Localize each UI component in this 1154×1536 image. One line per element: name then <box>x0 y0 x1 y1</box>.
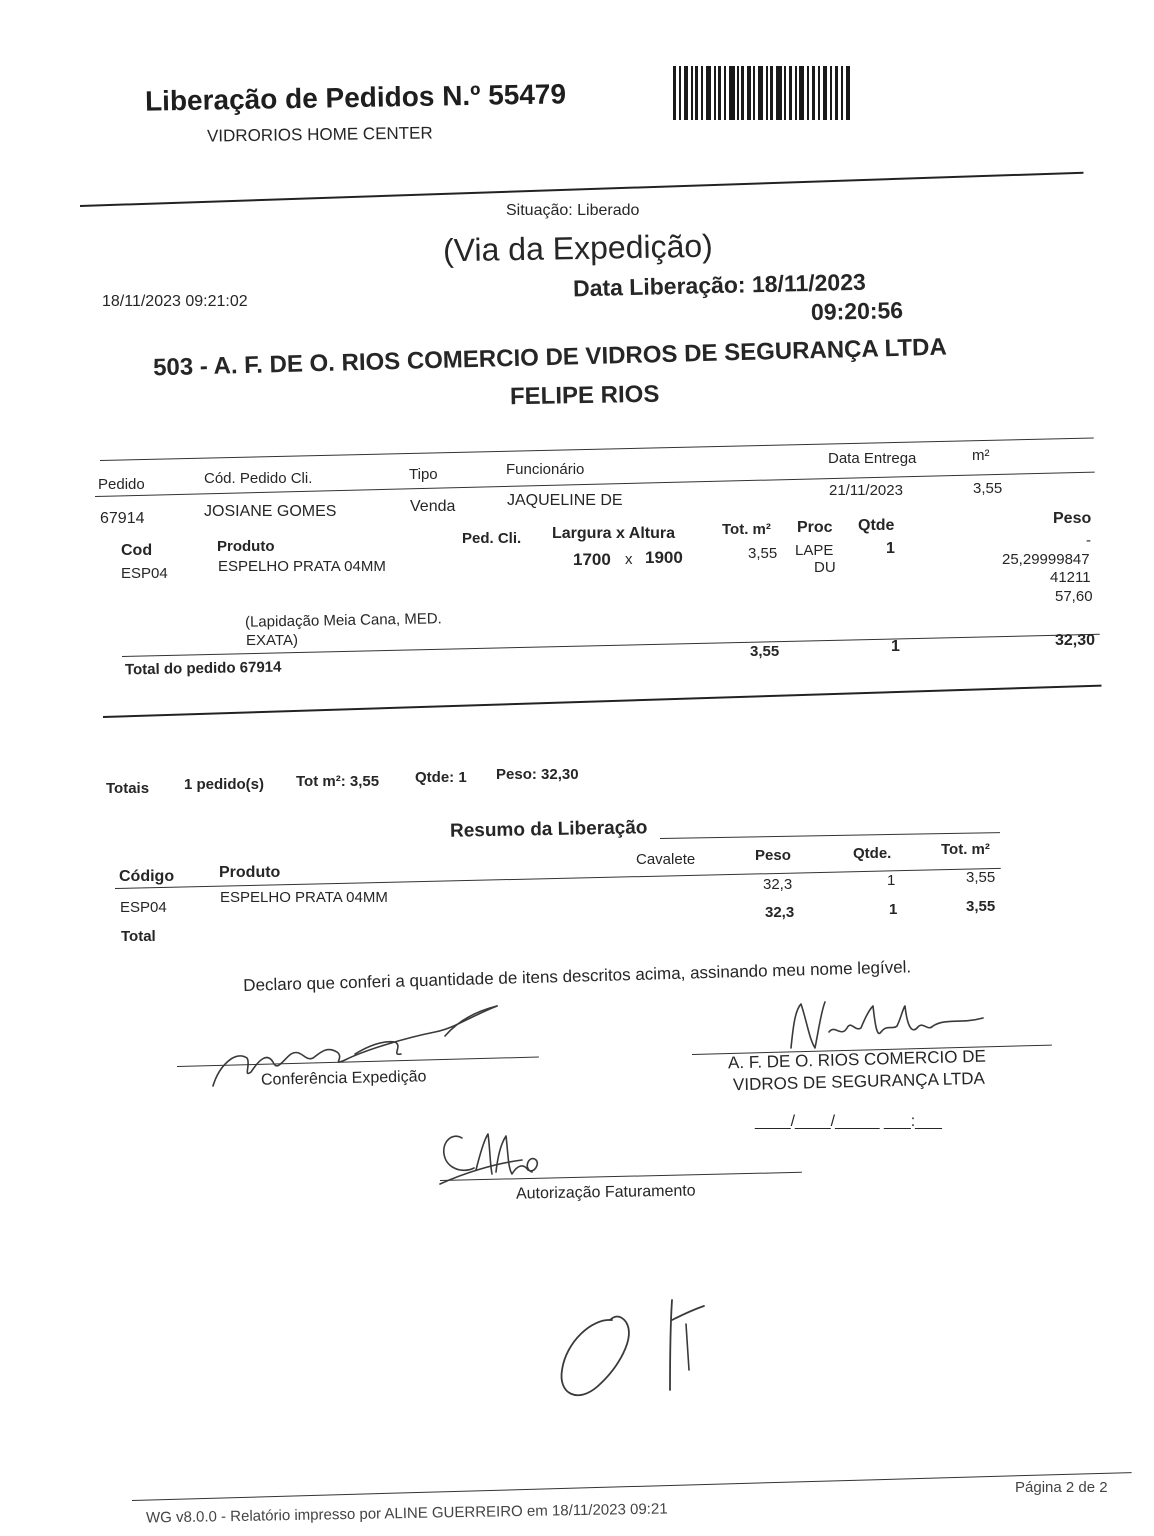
item-col-peso: Peso <box>1053 510 1092 527</box>
summary-row-tot-m2: 3,55 <box>966 869 996 886</box>
col-header-tipo: Tipo <box>409 466 438 483</box>
order-number: 67914 <box>100 510 145 527</box>
item-proc-line1: LAPE <box>795 542 834 559</box>
summary-row-produto: ESPELHO PRATA 04MM <box>220 889 388 906</box>
print-datetime: 18/11/2023 09:21:02 <box>102 293 248 310</box>
client-company: 503 - A. F. DE O. RIOS COMERCIO DE VIDROS DE SEGURANÇA LTDA <box>152 333 948 382</box>
release-date: Data Liberação: 18/11/2023 <box>572 268 867 302</box>
footer-printed-by: WG v8.0.0 - Relatório impresso por ALINE GUERREIRO em 18/11/2023 09:21 <box>145 1500 668 1527</box>
item-col-cod: Cod <box>121 542 153 559</box>
item-peso-dash: - <box>1086 532 1091 549</box>
summary-col-codigo: Código <box>119 868 175 885</box>
totals-qtde: Qtde: 1 <box>415 769 467 786</box>
copy-designation: (Via da Expedição) <box>442 227 714 269</box>
item-col-ped-cli: Ped. Cli. <box>462 530 522 547</box>
item-note-line1: (Lapidação Meia Cana, MED. <box>244 610 442 631</box>
barcode <box>673 64 851 122</box>
summary-col-peso: Peso <box>755 847 791 864</box>
handwritten-ok-mark <box>552 1290 722 1410</box>
col-header-m2: m² <box>972 447 990 464</box>
item-peso-line1: 25,29999847 <box>1002 551 1090 568</box>
order-total-peso: 32,30 <box>1055 632 1096 649</box>
item-col-qtde: Qtde <box>858 517 895 534</box>
item-altura: 1900 <box>645 548 683 567</box>
item-cod: ESP04 <box>121 565 168 582</box>
summary-col-produto: Produto <box>219 864 281 881</box>
col-header-data-entrega: Data Entrega <box>828 450 917 467</box>
item-col-tot-m2: Tot. m² <box>722 521 771 538</box>
status-text: Situação: Liberado <box>506 202 640 219</box>
totals-orders: 1 pedido(s) <box>184 776 265 793</box>
order-type: Venda <box>410 498 456 515</box>
totals-m2: Tot m²: 3,55 <box>296 773 380 790</box>
signature-company <box>785 998 985 1054</box>
col-header-funcionario: Funcionário <box>506 461 585 478</box>
summary-row-codigo: ESP04 <box>120 899 167 916</box>
item-peso-line3: 57,60 <box>1055 588 1093 605</box>
date-time-blank: ____/____/_____ ___:___ <box>755 1113 942 1130</box>
employee-name: JAQUELINE DE <box>507 492 623 509</box>
delivery-date: 21/11/2023 <box>829 482 903 499</box>
document-title: Liberação de Pedidos N.º 55479 <box>144 78 567 117</box>
item-proc-line2: DU <box>814 559 836 576</box>
footer-rule <box>132 1472 1132 1501</box>
footer-page-number: Página 2 de 2 <box>1015 1479 1108 1496</box>
summary-row-qtde: 1 <box>887 872 896 889</box>
item-col-produto: Produto <box>217 538 275 555</box>
item-dimension-x: x <box>625 551 633 568</box>
company-name: VIDRORIOS HOME CENTER <box>206 123 433 146</box>
item-largura: 1700 <box>573 550 611 569</box>
item-qtde: 1 <box>886 540 895 557</box>
item-note-line2: EXATA) <box>246 632 298 649</box>
item-product: ESPELHO PRATA 04MM <box>218 558 386 575</box>
summary-title-rule <box>660 832 1000 839</box>
item-peso-line2: 41211 <box>1050 569 1091 586</box>
client-order-code: JOSIANE GOMES <box>204 503 337 520</box>
item-col-largura-altura: Largura x Altura <box>552 525 675 542</box>
summary-total-peso: 32,3 <box>765 904 795 921</box>
order-total-label: Total do pedido 67914 <box>124 658 282 679</box>
company-signature-line1: A. F. DE O. RIOS COMERCIO DE <box>727 1046 987 1073</box>
summary-row-peso: 32,3 <box>763 876 793 893</box>
summary-total-tot-m2: 3,55 <box>966 898 996 915</box>
summary-total-qtde: 1 <box>889 901 898 918</box>
summary-total-label: Total <box>121 928 156 945</box>
autorizacao-label: Autorização Faturamento <box>515 1182 696 1203</box>
conferencia-label: Conferência Expedição <box>260 1068 427 1089</box>
order-total-qtde: 1 <box>891 638 900 655</box>
order-total-m2: 3,55 <box>750 643 780 660</box>
item-col-proc: Proc <box>797 519 833 536</box>
summary-col-cavalete: Cavalete <box>636 851 696 868</box>
release-time: 09:20:56 <box>810 296 904 326</box>
order-bottom-rule <box>103 685 1102 718</box>
totals-peso: Peso: 32,30 <box>496 766 579 783</box>
order-table-top-rule <box>100 437 1094 461</box>
summary-col-tot-m2: Tot. m² <box>941 841 990 858</box>
summary-col-qtde: Qtde. <box>853 845 892 862</box>
order-m2: 3,55 <box>973 480 1003 497</box>
company-signature-line2: VIDROS DE SEGURANÇA LTDA <box>732 1068 986 1095</box>
item-tot-m2: 3,55 <box>748 545 778 562</box>
declaration-text: Declaro que conferi a quantidade de itens descritos acima, assinando meu nome legível. <box>243 957 912 995</box>
client-name: FELIPE RIOS <box>509 380 660 411</box>
col-header-pedido: Pedido <box>98 476 145 493</box>
summary-title: Resumo da Liberação <box>449 817 648 842</box>
col-header-cod-pedido-cli: Cód. Pedido Cli. <box>204 470 313 487</box>
totals-label: Totais <box>106 780 150 797</box>
